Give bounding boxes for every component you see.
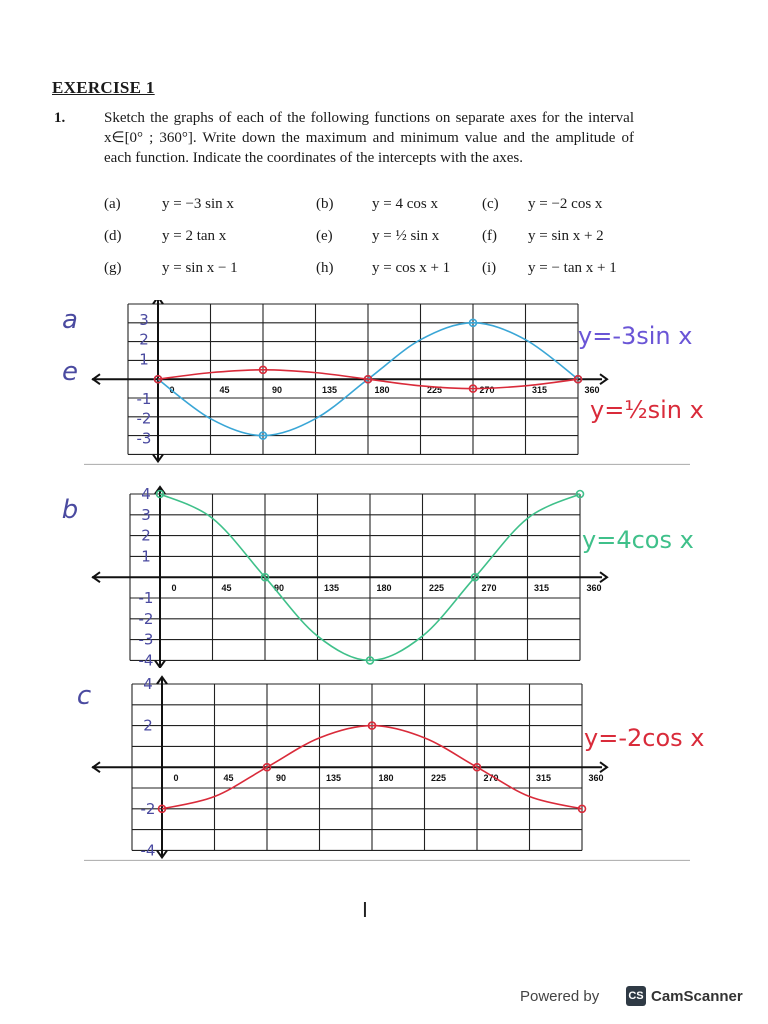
x-tick-label: 135 [321,385,338,396]
function-expression: y = cos x + 1 [372,260,451,276]
y-tick-label: 3 [139,310,149,329]
graph-a-e [0,300,768,480]
y-tick-label: -2 [136,409,152,428]
function-expression: y = ½ sin x [372,228,440,244]
x-tick-label: 0 [171,583,177,594]
function-expression: y = 2 tan x [162,228,227,244]
function-label: (a) [104,196,121,212]
function-row [104,260,644,292]
series-legend: y=½sin x [590,396,704,424]
y-tick-label: 4 [141,485,151,503]
series-legend: y=-2cos x [584,724,705,752]
exercise-heading: EXERCISE 1 [52,78,155,97]
x-tick-label: 225 [430,773,447,784]
function-row [104,228,644,260]
y-tick-label: -4 [138,651,154,668]
x-tick-label: 90 [273,583,285,594]
x-tick-label: 135 [323,583,340,594]
function-expression: y = − tan x + 1 [528,260,617,276]
page-mark: I [362,898,368,922]
x-tick-label: 0 [169,385,175,396]
y-tick-label: -3 [136,429,152,448]
x-tick-label: 135 [325,773,342,784]
side-label: a [62,305,78,335]
function-label: (e) [316,228,333,244]
function-label: (c) [482,196,499,212]
side-label: c [76,681,92,711]
x-tick-label: 315 [533,583,550,594]
function-label: (i) [482,260,497,276]
x-tick-label: 360 [584,385,600,396]
camscanner-logo-icon: CS [626,986,646,1006]
camscanner-brand: CamScanner [651,988,743,1005]
side-label: e [62,357,78,387]
y-tick-label: 2 [139,330,149,349]
x-tick-label: 45 [219,385,230,396]
x-tick-label: 225 [426,385,443,396]
camscanner-footer [520,985,760,1011]
y-tick-label: -2 [140,799,156,818]
side-label: b [61,495,79,525]
x-tick-label: 45 [221,583,232,594]
y-tick-label: -3 [138,630,154,649]
y-tick-label: 1 [139,350,149,369]
y-tick-label: 4 [143,675,153,693]
graph-b [0,484,768,668]
x-tick-label: 90 [275,773,287,784]
function-expression: y = sin x + 2 [528,228,604,244]
function-expression: y = −3 sin x [162,196,234,212]
y-tick-label: -1 [136,389,152,408]
question-instructions: Sketch the graphs of each of the following functions on separate axes for the interval x∈[0° ; 360°]. Write down the maximum and minimum value and the amplitude of each function. Indicate the coordinates of the intercepts with the axes. [104,110,634,166]
graph-c [0,672,768,864]
y-tick-label: 2 [143,716,153,735]
y-tick-label: 2 [141,526,151,545]
x-tick-label: 270 [483,773,499,784]
x-tick-label: 180 [376,583,392,594]
graph-a-e-svg [0,300,768,480]
graph-c-svg [0,672,768,864]
function-label: (g) [104,260,122,276]
powered-by-text: Powered by [520,988,600,1005]
x-tick-label: 360 [588,773,604,784]
function-label: (b) [316,196,334,212]
x-tick-label: 270 [481,583,497,594]
y-tick-label: -4 [140,841,156,860]
x-tick-label: 225 [428,583,445,594]
series-legend: y=4cos x [582,526,694,554]
x-tick-label: 180 [378,773,394,784]
x-tick-label: 90 [271,385,283,396]
function-list [104,196,644,292]
function-label: (f) [482,228,497,244]
function-label: (h) [316,260,334,276]
y-tick-label: -1 [138,589,154,607]
question-number: 1. [54,110,66,126]
x-tick-label: 315 [535,773,552,784]
x-tick-label: 315 [531,385,548,396]
function-expression: y = 4 cos x [372,196,438,212]
y-tick-label: 3 [141,505,151,524]
x-tick-label: 270 [479,385,495,396]
graph-b-svg [0,484,768,668]
x-tick-label: 180 [374,385,390,396]
function-expression: y = sin x − 1 [162,260,238,276]
y-tick-label: -2 [138,609,154,628]
x-tick-label: 360 [586,583,602,594]
series-legend: y=-3sin x [578,322,693,350]
function-row [104,196,644,228]
function-label: (d) [104,228,122,244]
function-expression: y = −2 cos x [528,196,603,212]
x-tick-label: 45 [223,773,234,784]
x-tick-label: 0 [173,773,179,784]
y-tick-label: 1 [141,547,151,566]
